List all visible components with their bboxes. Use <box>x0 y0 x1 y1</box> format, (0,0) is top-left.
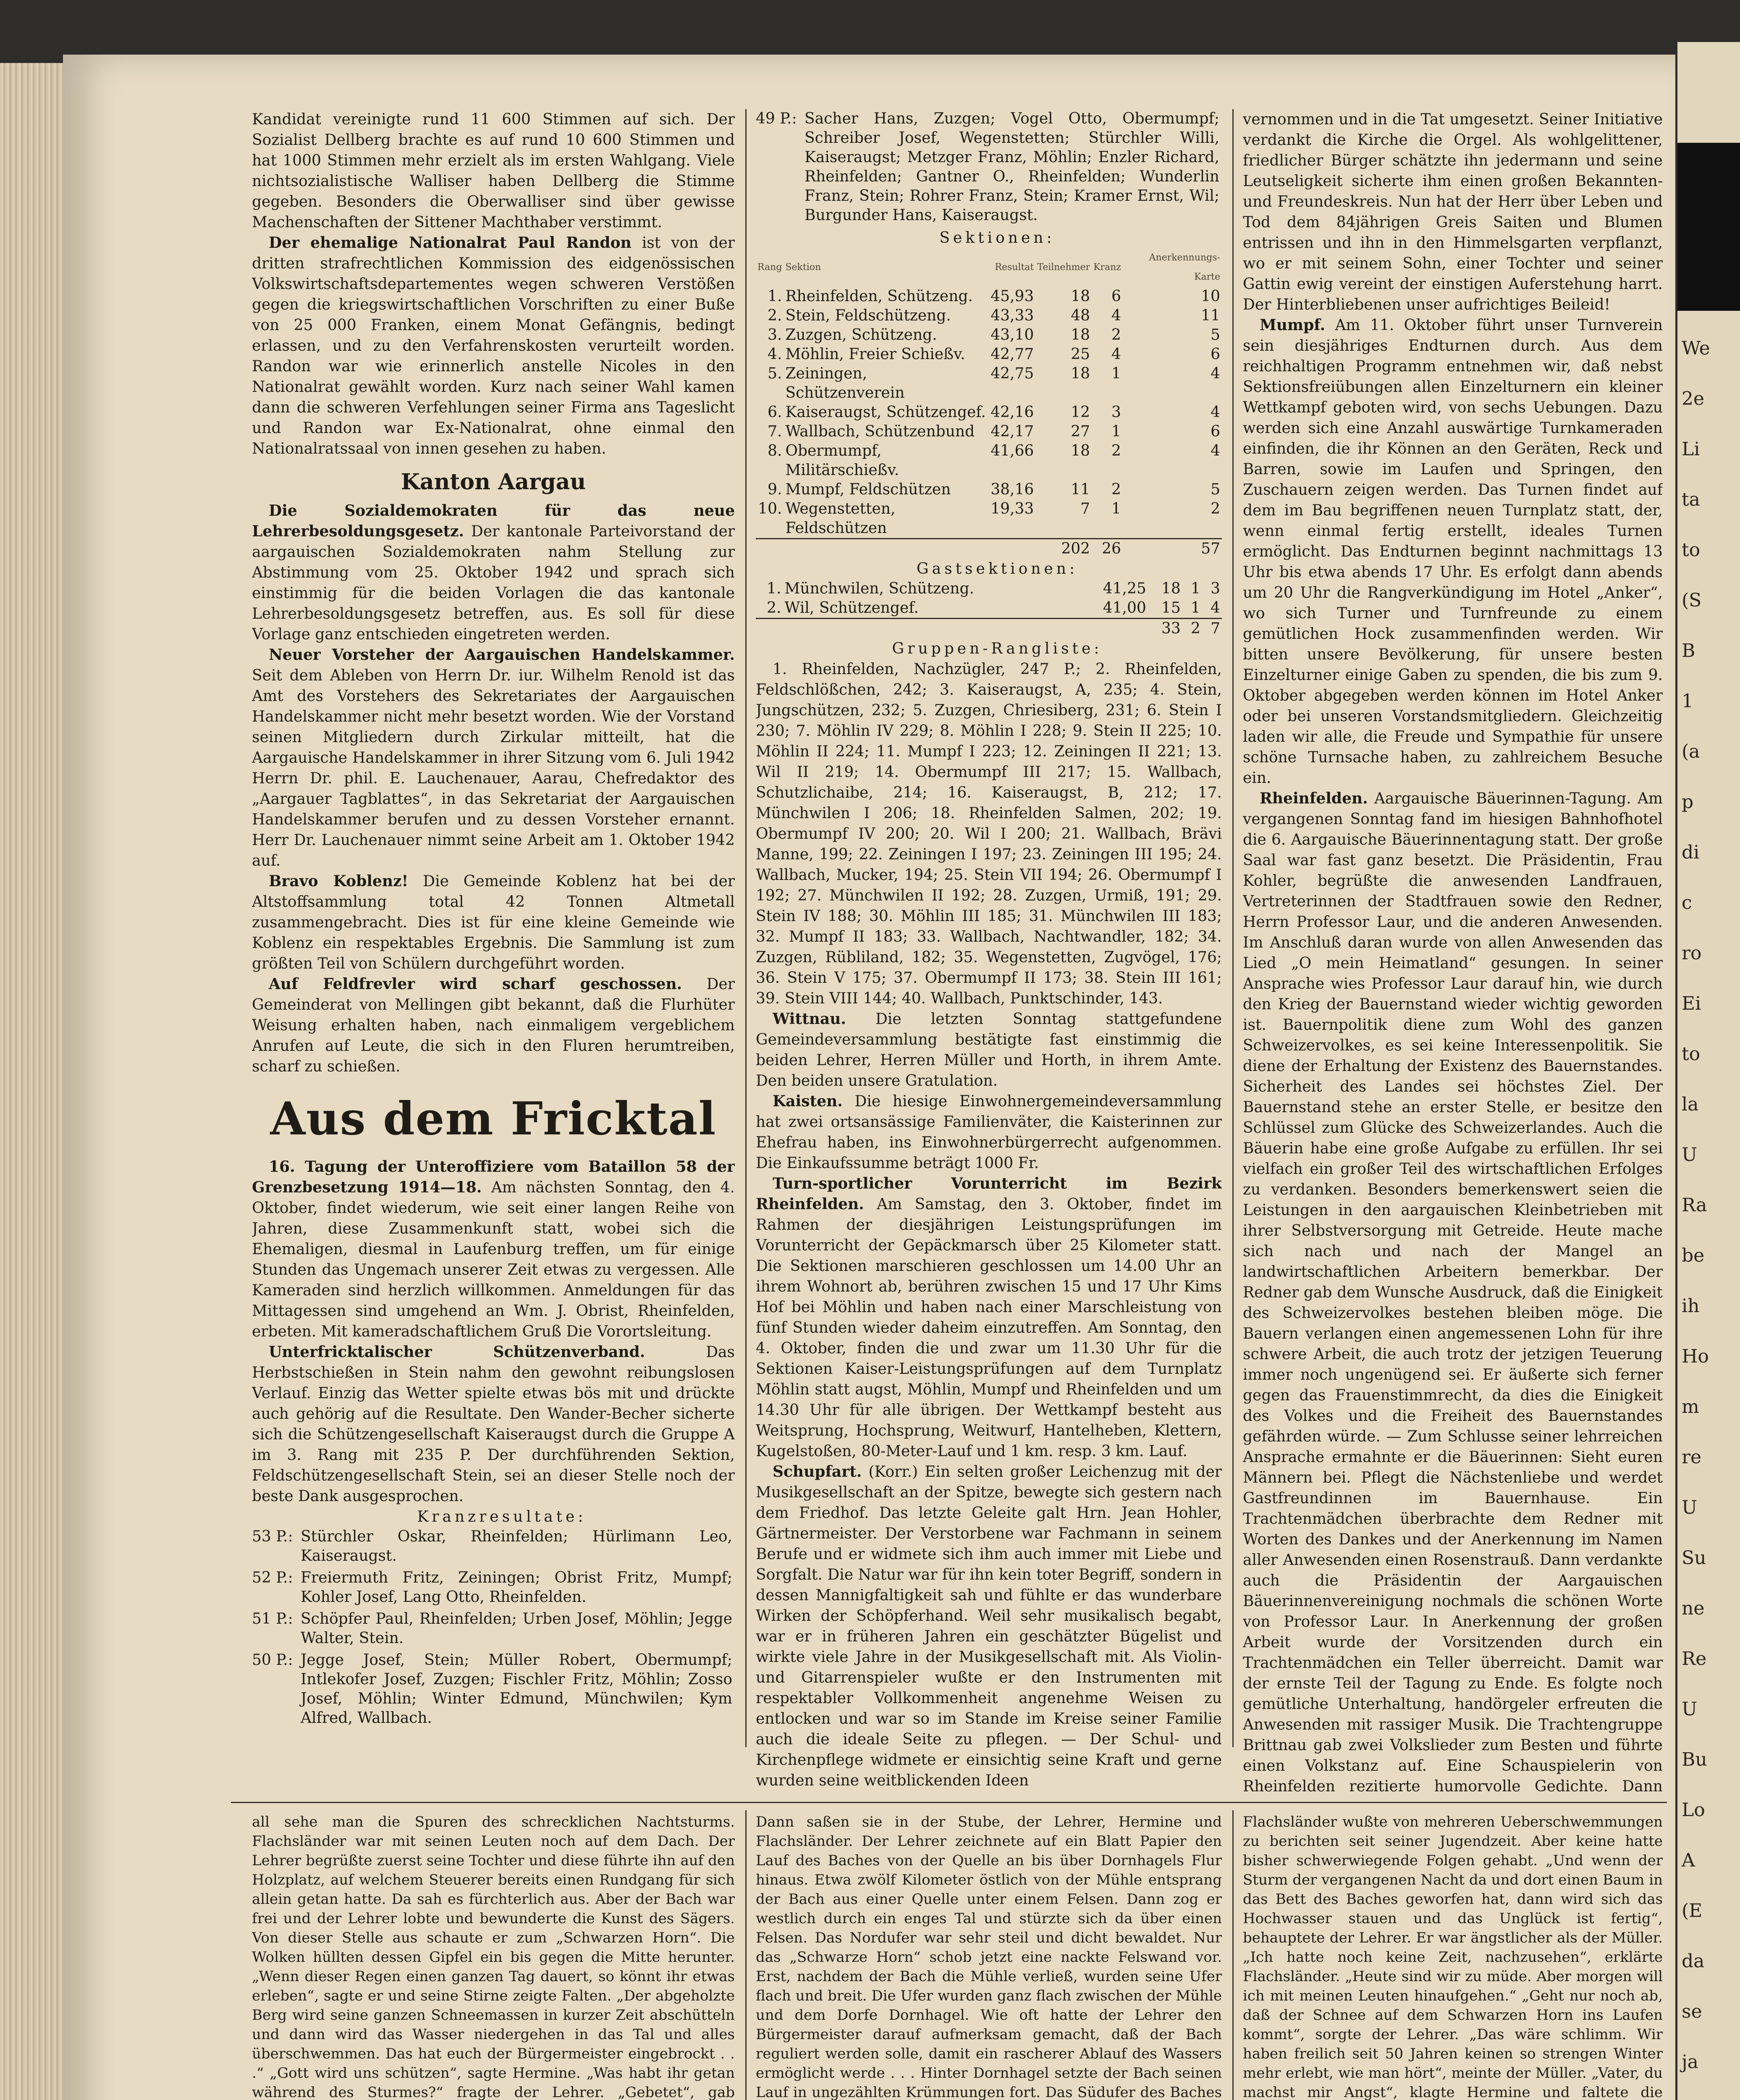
article-schuetzenverband <box>252 1342 735 1507</box>
sektion-participants: 18 <box>1071 442 1090 459</box>
kranz-row <box>252 1527 735 1568</box>
gruppen-heading: Gruppen-Rangliste: <box>892 640 1103 657</box>
headline-rheinfelden: Rheinfelden. <box>1260 790 1368 807</box>
sektion-section-name: Mumpf, Feldschützen <box>785 481 951 498</box>
headline-vorunterricht: Turn-sportlicher Vorunterricht im Bezirk Rheinfelden. <box>756 1175 1222 1213</box>
section-head-fricktal: Aus dem Fricktal <box>270 1092 717 1145</box>
adjacent-page-fragment: ne <box>1682 1598 1705 1619</box>
sektion-wreaths: 1 <box>1111 365 1121 382</box>
sektion-rank: 7. <box>768 423 782 440</box>
adjacent-page-fragment: (a <box>1682 741 1700 762</box>
headline-koblenz: Bravo Koblenz! <box>269 872 409 890</box>
gast-rank: 1. <box>767 580 781 597</box>
sektion-section-name: Kaiseraugst, Schützengef. <box>785 404 986 421</box>
sektion-row <box>756 480 1222 499</box>
text-koblenz: Die Gemeinde Koblenz hat bei der Altstoffsammlung total 42 Tonnen Altmetall zusammengebracht. Dies ist für eine kleine Gemeinde wie Koblenz ein respektables Ergebnis. Die Sammlung ist zum größten Teil von Schülern durchgeführt worden. <box>252 873 735 972</box>
gast-participants: 18 <box>1161 580 1181 597</box>
adjacent-page-fragment: We <box>1682 338 1710 359</box>
sektion-row <box>756 364 1222 403</box>
article-vorunterricht <box>756 1173 1222 1462</box>
kranz-names: Schöpfer Paul, Rheinfelden; Urben Josef, Möhlin; Jegge Walter, Stein. <box>301 1610 732 1647</box>
adjacent-page-fragment: la <box>1682 1094 1699 1115</box>
sektion-row <box>756 287 1222 306</box>
text-lehrerbesoldung: Der kantonale Parteivorstand der aargauischen Sozialdemokraten nahm Stellung zur Abstimmung vom 25. Oktober 1942 und sprach sich einstimmig für die beiden Vorlagen die das kantonale Lehrerbesoldungsgesetz betreffen, aus. Es soll für diese Vorlage ganz entschieden eingetreten werden. <box>252 523 735 643</box>
adjacent-page-fragment: be <box>1682 1245 1705 1266</box>
article-wallis-election: Kandidat vereinigte rund 11 600 Stimmen auf sich. Der Sozialist Dellberg brachte es auf rund 10 600 Stimmen und hat 1000 Stimmen mehr erzielt als im ersten Wahlgang. Viele nichtsozialistische Walliser haben Dellberg die Stimme gegeben. Besonders die Oberwalliser sind über gewisse Machenschaften der Sittener Machthaber verstimmt. <box>252 111 735 231</box>
article-schupfart <box>756 1462 1222 1791</box>
section-head-kanton-aargau: Kanton Aargau <box>401 469 586 495</box>
sektion-rank: 3. <box>768 326 782 344</box>
gast-row <box>756 579 1222 598</box>
text-schuetzenverband: Das Herbstschießen in Stein nahm den gewohnt reibungslosen Verlauf. Einzig das Wetter spielte etwas bös mit und drückte auch gehörig auf die Resultate. Den Wander-Becher sicherte sich die Schützengesellschaft Kaiseraugst durch die Gruppe A im 3. Rang mit 235 P. Der durchführenden Sektion, Feldschützengesellschaft Stein, sei an dieser Stelle noch der beste Dank ausgesprochen. <box>252 1344 735 1505</box>
article-mumpf <box>1243 315 1663 788</box>
column-2 <box>756 109 1222 1798</box>
adjacent-page-fragment: ja <box>1682 2051 1698 2073</box>
gast-sum-kranz: 2 <box>1182 619 1202 639</box>
adjacent-page-fragment: di <box>1682 842 1700 863</box>
sektion-result: 43,33 <box>991 307 1034 324</box>
kranz-points: 49 P.: <box>756 110 797 127</box>
sektion-wreaths: 3 <box>1111 404 1121 421</box>
sektion-result: 19,33 <box>991 500 1034 517</box>
serial-column-3 <box>1243 1812 1663 2100</box>
adjacent-page-fragment: Ra <box>1682 1194 1707 1216</box>
adjacent-page-fragment: Ho <box>1682 1346 1709 1367</box>
headline-randon: Der ehemalige Nationalrat Paul Randon <box>269 234 632 252</box>
gast-section-name: Münchwilen, Schützeng. <box>784 580 974 597</box>
sektion-wreaths: 2 <box>1111 326 1121 344</box>
adjacent-page-fragment: p <box>1682 791 1694 813</box>
sektion-participants: 11 <box>1071 481 1090 498</box>
sektion-section-name: Wallbach, Schützenbund <box>785 423 975 440</box>
sektion-result: 45,93 <box>991 288 1034 305</box>
sektion-participants: 18 <box>1071 365 1090 382</box>
kranz-names: Sacher Hans, Zuzgen; Vogel Otto, Obermumpf; Schreiber Josef, Wegenstetten; Stürchler Willi, Kaiseraugst; Metzger Franz, Möhlin; Enzler Richard, Rheinfelden; Gantner O., Rheinfelden; Wunderlin Franz, Stein; Rohrer Franz, Stein; Kramer Ernst, Wil; Burgunder Hans, Kaiseraugst. <box>804 110 1219 224</box>
sektion-row <box>756 306 1222 326</box>
sektion-participants: 18 <box>1071 326 1090 344</box>
header-ehrenmeld: Anerkennungs- Karte <box>1149 252 1220 282</box>
sektion-result: 42,75 <box>991 365 1034 382</box>
serial-separator-rule <box>231 1802 1667 1803</box>
newspaper-page <box>63 55 1675 2100</box>
headline-unteroffiziere: 16. Tagung der Unteroffiziere vom Bataillon 58 der Grenzbesetzung 1914—18. <box>252 1158 735 1196</box>
sektion-result: 42,77 <box>991 346 1034 363</box>
sektionen-heading: Sektionen: <box>939 229 1055 247</box>
sektion-wreaths: 1 <box>1111 423 1121 440</box>
adjacent-page-fragment: B <box>1682 640 1695 662</box>
sektion-participants: 27 <box>1071 423 1090 440</box>
sektionen-table <box>756 248 1222 559</box>
kranz-names: Stürchler Oskar, Rheinfelden; Hürlimann Leo, Kaiseraugst. <box>301 1528 732 1564</box>
gast-result: 41,25 <box>1103 580 1146 597</box>
adjacent-page-fragment: c <box>1682 892 1692 914</box>
adjacent-page-fragment: 2e <box>1682 388 1705 410</box>
article-koblenz <box>252 871 735 974</box>
sektion-wreaths: 2 <box>1111 442 1121 459</box>
kranz-points: 51 P.: <box>252 1610 293 1628</box>
gast-row <box>756 598 1222 619</box>
header-rang: Rang <box>757 262 782 273</box>
article-unteroffiziere <box>252 1157 735 1342</box>
gast-heading: Gastsektionen: <box>916 560 1078 578</box>
kranz-heading: Kranzresultate: <box>417 1508 587 1525</box>
sektion-row <box>756 403 1222 422</box>
sektion-wreaths: 6 <box>1111 288 1121 305</box>
adjacent-page-fragment: Lo <box>1682 1799 1705 1821</box>
adjacent-page-fragment: U <box>1682 1497 1698 1518</box>
sektion-cards: 10 <box>1201 288 1220 305</box>
gast-sum-karte: 7 <box>1202 619 1222 639</box>
sum-kranz: 26 <box>1092 539 1123 559</box>
sektion-participants: 18 <box>1071 288 1090 305</box>
gast-participants: 15 <box>1161 599 1181 617</box>
gast-cards: 4 <box>1211 599 1220 617</box>
sektion-rank: 2. <box>768 307 782 324</box>
text-unteroffiziere: Am nächsten Sonntag, den 4. Oktober, findet wiederum, wie seit einer langen Reihe von Jahren, diese Zusammenkunft statt, wobei sich die Ehemaligen, diesmal in Laufenburg treffen, um für einige Stunden das Ungemach unserer Zeit etwas zu vergessen. Alle Kameraden sind herzlich willkommen. Anmeldungen für das Mittagessen sind umgehend an Wm. J. Obrist, Rheinfelden, erbeten. Mit kameradschaftlichem Gruß Die Vorortsleitung. <box>252 1179 735 1340</box>
gast-sum-teilnehmer: 33 <box>1148 619 1182 639</box>
book-page-edges <box>0 63 63 2100</box>
serial-column-1 <box>252 1812 735 2100</box>
article-wittnau <box>756 1009 1222 1091</box>
text-handelskammer: Seit dem Ableben von Herrn Dr. iur. Wilhelm Renold ist das Amt des Vorstehers des Sekretariates der Aargauischen Handelskammer nicht mehr besetzt worden. Wie der Vorstand seinen Mitgliedern durch Zirkular mitteilt, hat die Aargauische Handelskammer in ihrer Sitzung vom 6. Juli 1942 Herrn Dr. phil. E. Lauchenauer, Aarau, Chefredaktor des „Aargauer Tagblattes“, in das Sekretariat der Aargauischen Handelskammer berufen und zu dessen Vorsteher ernannt. Herr Dr. Lauchenauer nimmt seine Arbeit am 1. Oktober 1942 auf. <box>252 667 735 869</box>
sektion-row <box>756 441 1222 480</box>
sektion-section-name: Rheinfelden, Schützeng. <box>785 288 973 305</box>
sektion-section-name: Möhlin, Freier Schießv. <box>785 346 965 363</box>
sektion-cards: 11 <box>1201 307 1220 324</box>
adjacent-page-fragment: U <box>1682 1144 1698 1166</box>
sektion-wreaths: 4 <box>1111 346 1121 363</box>
column-rule-1 <box>745 109 747 1747</box>
article-handelskammer <box>252 645 735 871</box>
text-schupfart: (Korr.) Ein selten großer Leichenzug mit der Musikgesellschaft an der Spitze, bewegte sich gestern nach dem Friedhof. Das letzte Geleite galt Hrn. Jean Hohler, Gärtnermeister. Der Verstorbene war Fachmann in seinem Berufe und er widmete sich ihm auch immer mit Liebe und Sorgfalt. Die Natur war für ihn kein toter Begriff, sondern in dessen Mannigfaltigkeit sah und fühlte er das wunderbare Wirken der Schöpferhand. Weil sehr musikalisch begabt, war er in früheren Jahren ein geschätzter Bügelist und wirkte viele Jahre in der Musikgesellschaft mit. Als Violin- und Gitarrenspieler wußte er den Instrumenten mit respektabler Vollkommenheit angenehme Weisen zu entlocken und war so im Stande im Kreise seiner Familie auch die ideale Seite zu pflegen. — Der Schul- und Kirchenpflege widmete er einsichtig seine Kraft und gerne wurden seine weitblickenden Ideen <box>756 1463 1222 1789</box>
headline-lehrerbesoldung: Die Sozialdemokraten für das neue Lehrerbesoldungsgesetz. <box>252 502 735 540</box>
adjacent-page-fragment: ih <box>1682 1295 1700 1317</box>
adjacent-page-fragment: da <box>1682 1950 1705 1972</box>
kranz-49 <box>756 109 1222 228</box>
adjacent-page <box>1677 42 1740 2100</box>
sum-teilnehmer: 202 <box>1035 539 1092 559</box>
article-kaisten <box>756 1091 1222 1173</box>
sektion-rank: 10. <box>758 500 782 517</box>
serial-rule-2 <box>1232 1810 1234 2100</box>
kranz-row <box>252 1568 735 1609</box>
adjacent-page-fragment: Li <box>1682 438 1700 460</box>
kranz-names: Jegge Josef, Stein; Müller Robert, Obermumpf; Intlekofer Josef, Zuzgen; Fischler Fritz, Möhlin; Zosso Josef, Möhlin; Winter Edmund, Münchwilen; Kym Alfred, Wallbach. <box>301 1651 732 1727</box>
adjacent-page-fragment: (E <box>1682 1900 1703 1922</box>
headline-feldfrevler: Auf Feldfrevler wird scharf geschossen. <box>269 975 682 993</box>
text-mumpf: Am 11. Oktober führt unser Turnverein sein diesjähriges Endturnen durch. Aus dem reichhaltigen Programm entnehmen wir, daß nebst Sektionsfreiübungen allen Einzelturnern ein kleiner Wettkampf geboten wird, von sechs Uebungen. Dazu werden sich eine Anzahl auswärtige Turnkameraden einfinden, die ihr Können an den Geräten, Reck und Barren, sowie im Laufen und Springen, den Zuschauern zeigen werden. Das Turnen findet auf dem im Bau begriffenen neuen Turnplatz statt, der, wenn einmal fertig erstellt, ideales Turnen ermöglicht. Das Endturnen beginnt nachmittags 13 Uhr bis etwa abends 17 Uhr. Es erfolgt dann abends um 20 Uhr die Rangverkündigung im Hotel „Anker“, wo sich Turner und Turnfreunde zu einem gemütlichen Hock zusammenfinden werden. Wir bitten unsere Bevölkerung, für unsere besten Einzelturner einige Gaben zu spenden, die bis zum 9. Oktober abgegeben werden können im Hotel Anker oder bei unseren Vorstandsmitgliedern. Gleichzeitig laden wir alle, die Freude und Sympathie für unsere schöne Turnsache haben, zu zahlreichem Besuche ein. <box>1243 317 1663 787</box>
sektion-row <box>756 422 1222 441</box>
sektion-cards: 4 <box>1211 442 1220 459</box>
sektion-row <box>756 326 1222 345</box>
article-schupfart-continued: vernommen und in die Tat umgesetzt. Seiner Initiative verdankt die Kirche die Orgel. Als wohlgelittener, friedlicher Bürger schätzte ihn jedermann und seine Leutseligkeit sicherte ihm einen großen Bekannten- und Freundeskreis. Nun hat der Herr über Leben und Tod dem 84jährigen Greis Saiten und Blumen entrissen und ihn in den Himmelsgarten verpflanzt, wo er mit seinem Sohn, einer Tochter und seiner Gattin ewig vereint der einstigen Auferstehung harrt. Der Hinterbliebenen unser aufrichtiges Beileid! <box>1243 111 1663 313</box>
serial-text-3: Flachsländer wußte von mehreren Ueberschwemmungen zu berichten seit seiner Jugendzeit. Aber keine hatte bisher schwerwiegende Folgen gehabt. „Und wenn der Sturm der vergangenen Nacht da und dort einen Baum in das Bett des Baches geworfen hat, dann wird sich das Hochwasser stauen und das Unglück ist fertig“, behauptete der Lehrer. Er war ängstlicher als der Müller. „Ich hatte noch keine Zeit, nachzusehen“, erklärte Flachsländer. „Heute sind wir zu müde. Aber morgen will ich mit meinen Leuten hinaufgehen.“ „Geht nur noch ab, daß der Schnee auf dem Schwarzen Horn ins Laufen kommt“, sorgte der Lehrer. „Das wäre schlimm. Wir haben freilich seit 50 Jahren keinen so strengen Winter mehr erlebt, wie man hört“, meinte der Müller. „Vater, du machst mir Angst“, klagte Hermine und faltete die <box>1243 1814 1663 2100</box>
column-1 <box>252 109 735 1798</box>
gast-rank: 2. <box>767 599 781 617</box>
gast-sum-row <box>756 619 1222 639</box>
kranz-row <box>252 1651 735 1730</box>
adjacent-page-fragment: re <box>1682 1446 1702 1468</box>
sektion-wreaths: 2 <box>1111 481 1121 498</box>
adjacent-page-fragment: A <box>1682 1850 1695 1871</box>
text-feldfrevler: Der Gemeinderat von Mellingen gibt bekannt, daß die Flurhüter Weisung erhalten haben, nach einmaligem vergeblichem Anrufen auf Leute, die sich in den Fluren herumtreiben, scharf zu schießen. <box>252 976 735 1075</box>
adjacent-page-fragment: ro <box>1682 942 1702 964</box>
headline-mumpf: Mumpf. <box>1260 316 1326 334</box>
text-vorunterricht: Am Samstag, den 3. Oktober, findet im Rahmen der diesjährigen Leistungsprüfungen im Vorunterricht der Gepäckmarsch über 25 Kilometer statt. Die Sektionen marschieren geschlossen um 14.00 Uhr an ihrem Wohnort ab, berühren zwischen 15 und 17 Uhr Kims Hof bei Möhlin und haben nach einer Marschleistung von fünf Stunden wieder daheim einzutreffen. Am Sonntag, den 4. Oktober, finden die und zwar um 11.30 Uhr für die Sektionen Kaiser-Leistungsprüfungen auf dem Turnplatz Möhlin statt augst, Möhlin, Mumpf und Rheinfelden und um 14.30 Uhr für alle übrigen. Der Wettkampf besteht aus Weitsprung, Hochsprung, Weitwurf, Hantelheben, Klettern, Kugelstoßen, 80-Meter-Lauf und 1 km. resp. 3 km. Lauf. <box>756 1196 1222 1460</box>
sektion-cards: 2 <box>1211 500 1220 517</box>
kranz-points: 53 P.: <box>252 1528 293 1545</box>
sektion-result: 42,17 <box>991 423 1034 440</box>
adjacent-page-fragment: se <box>1682 2001 1702 2022</box>
adjacent-page-fragment: m <box>1682 1396 1699 1418</box>
sektion-row <box>756 499 1222 539</box>
sektion-participants: 48 <box>1071 307 1090 324</box>
sektion-result: 38,16 <box>991 481 1034 498</box>
gast-wreaths: 1 <box>1190 599 1200 617</box>
sektion-section-name: Obermumpf, Militärschießv. <box>785 442 899 479</box>
sektion-result: 43,10 <box>991 326 1034 344</box>
text-kaisten: Die hiesige Einwohnergemeindeversammlung hat zwei ortsansässige Familienväter, die Kaisterinnen zur Ehefrau haben, ins Einwohnerbürgerrecht aufgenommen. Die Einkaufssumme beträgt 1000 Fr. <box>756 1093 1222 1172</box>
sektion-participants: 7 <box>1080 500 1090 517</box>
sektion-cards: 6 <box>1211 346 1220 363</box>
headline-schuetzenverband: Unterfricktalischer Schützenverband. <box>269 1343 645 1361</box>
article-rheinfelden <box>1243 788 1663 1798</box>
column-rule-2 <box>1232 109 1234 1747</box>
sektion-rank: 8. <box>768 442 782 459</box>
sektion-wreaths: 1 <box>1111 500 1121 517</box>
sektion-rank: 6. <box>768 404 782 421</box>
headline-kaisten: Kaisten. <box>773 1092 843 1110</box>
serial-text-1: all sehe man die Spuren des schrecklichen Nachtsturms. Flachsländer war mit seinen Leuten noch auf dem Dach. Der Lehrer begrüßte zuerst seine Tochter und diese führte ihn auf den Holzplatz, auf welchem Steuerer bereits einen Rundgang für sich allein getan hatte. Da sah es fürchterlich aus. Aber der Bach war frei und der Lehrer lobte und bewunderte die Kunst des Sägers. Von dieser Stelle aus schaute er zum „Schwarzen Horn“. Die Wolken hüllten dessen Gipfel ein bis gegen die Mitte herunter. „Wenn dieser Regen einen ganzen Tag dauert, so könnt ihr etwas erleben“, sagte er und seine Stirne zeigte Falten. „Der abgeholzte Berg wird seine ganzen Schneemassen in kurzer Zeit abschütteln und dann wird das Wasser niedergehen in das Tal und alles überschwemmen. Das hat euch der Bürgermeister eingebrockt . . .“ „Gott wird uns schützen“, sagte Hermine. „Was habt ihr getan während des Sturmes?“ fragte der Lehrer. „Gebetet“, gab <box>252 1814 735 2100</box>
headline-wittnau: Wittnau. <box>773 1010 846 1028</box>
sum-karte: 57 <box>1123 539 1222 559</box>
kranz-names: Freiermuth Fritz, Zeiningen; Obrist Fritz, Mumpf; Kohler Josef, Lang Otto, Rheinfelden. <box>301 1569 732 1606</box>
sektion-rank: 1. <box>768 288 782 305</box>
text-wittnau: Die letzten Sonntag stattgefundene Gemeindeversammlung bestätigte fast einstimmig die beiden Lehrer, Herren Müller und Horth, in ihrem Amte. Den beiden unsere Gratulation. <box>756 1011 1222 1089</box>
text-rheinfelden: Aargauische Bäuerinnen-Tagung. Am vergangenen Sonntag fand im hiesigen Bahnhofhotel die 6. Aargauische Bäuerinnentagung statt. Der große Saal war fast ganz besetzt. Die Präsidentin, Frau Kohler, begrüßte die anwesenden Landfrauen, Vertreterinnen der Stadtfrauen sowie den Redner, Herrn Professor Laur, und die anderen Anwesenden. Im Anschluß daran wurde von allen Anwesenden das Lied „O mein Heimatland“ gesungen. In seiner Ansprache wies Professor Laur darauf hin, wie durch den Krieg der Bauernstand wieder wichtig geworden ist. Bauernpolitik diene zum Wohl des ganzen Schweizervolkes, es sei keine Interessenpolitik. Sie diene der Erhaltung der Existenz des Bauernstandes. Sicherheit des Landes sei höchstes Ziel. Der Bauernstand stehe an erster Stelle, er besitze den Schlüssel zum Glücke des Schweizerlandes. Auch die Bäuerin habe eine große Aufgabe zu erfüllen. Ihr sei vielfach ein großer Teil des wirtschaftlichen Erfolges zu verdanken. Besonders bemerkenswert seien die Leistungen in den aargauischen Kleinbetrieben mit ihrer Selbstversorgung mit Getreide. Heute mache sich nach und nach der Mangel an landwirtschaftlichen Arbeitern bemerkbar. Der Redner gab dem Wunsche Ausdruck, daß die Einigkeit des Schweizervolkes bestehen bleiben möge. Die Bauern verlangen einen angemessenen Lohn für ihre schwere Arbeit, die auch trotz der jetzigen Teuerung immer noch ungenügend sei. Er äußerte sich ferner gegen das Frauenstimmrecht, da dies die Einigkeit des Volkes und die Freiheit des Bauernstandes gefährden würde. — Zum Schlusse seiner lehrreichen Ansprache ermahnte er die Bäuerinnen: Sieht euren Männern bei. Pflegt die Nächstenliebe und werdet Gastfreundinnen im Bauernhause. Ein Trachtenmädchen überbrachte dem Redner mit Worten des Dankes und der Anerkennung im Namen aller Anwesenden einen Rosenstrauß. Dann verdankte auch die Präsidentin der Aargauischen Bäuerinnenvereinigung nochmals die schönen Worte von Professor Laur. In Anerkennung der großen Arbeit wurde der Vorsitzenden durch ein Trachtenmädchen ein Teller überreicht. Damit war der ernste Teil der Tagung zu Ende. Es folgte noch gemütliche Unterhaltung, handörgeler erfreuten die Anwesenden mit rassiger Musik. Die Trachtengruppe Brittnau gab zwei Volkslieder zum Besten und führte einen Volkstanz auf. Eine Schauspielerin von Rheinfelden rezitierte humorvolle Gedichte. Dann <box>1243 790 1663 1795</box>
adjacent-page-fragment: Bu <box>1682 1749 1707 1770</box>
sektion-section-name: Zeiningen, Schützenverein <box>785 365 905 402</box>
gruppen-rangliste: 1. Rheinfelden, Nachzügler, 247 P.; 2. Rheinfelden, Feldschlößchen, 242; 3. Kaiseraugst, A, 235; 4. Stein, Jungschützen, 232; 5. Zuzgen, Chriesiberg, 231; 6. Stein I 230; 7. Möhlin IV 229; 8. Möhlin I 228; 9. Stein II 225; 10. Möhlin II 224; 11. Mumpf I 223; 12. Zeiningen II 221; 13. Wil II 219; 14. Obermumpf III 217; 15. Wallbach, Schutzlichaibe, 214; 16. Kaiseraugst, B, 212; 17. Münchwilen I 206; 18. Rheinfelden Salmen, 202; 19. Obermumpf IV 200; 20. Wil I 200; 21. Wallbach, Brävi Manne, 199; 22. Zeiningen I 197; 23. Zeiningen III 195; 24. Wallbach, Mucker, 194; 25. Stein VII 194; 26. Obermumpf I 192; 27. Münchwilen II 192; 28. Zuzgen, Urmiß, 191; 29. Stein IV 188; 30. Möhlin III 185; 31. Münchwilen III 183; 32. Mumpf II 183; 33. Wallbach, Nachtwandler, 182; 34. Zuzgen, Rübliland, 182; 35. Wegenstetten, Zugvögel, 176; 36. Stein V 175; 37. Obermumpf II 173; 38. Stein III 161; 39. Stein VIII 144; 40. Wallbach, Punktschinder, 143. <box>756 661 1222 1007</box>
article-randon <box>252 233 735 459</box>
adjacent-page-fragment: to <box>1682 1043 1701 1065</box>
kranz-points: 50 P.: <box>252 1651 293 1669</box>
sektion-cards: 6 <box>1211 423 1220 440</box>
sektionen-sum-row <box>756 539 1222 559</box>
sektion-participants: 12 <box>1071 404 1090 421</box>
kranz-points: 52 P.: <box>252 1569 293 1586</box>
sektion-wreaths: 4 <box>1111 307 1121 324</box>
gast-cards: 3 <box>1211 580 1220 597</box>
serial-text-2: Dann saßen sie in der Stube, der Lehrer, Hermine und Flachsländer. Der Lehrer zeichnete auf ein Blatt Papier den Lauf des Baches von der Quelle an bis über Dornhagels Flur hinaus. Etwa zwölf Kilometer östlich von der Mühle entsprang der Bach aus einer Quelle unter einem Felsen. Dann zog er westlich durch ein enges Tal und stürzte sich da über einen Felsen. Das Nordufer war sehr steil und dicht bewaldet. Nur das „Schwarze Horn“ schob jetzt eine nackte Felswand vor. Erst, nachdem der Bach die Mühle verließ, wurden seine Ufer flach und breit. Die Ufer wurden ganz flach zwischen der Mühle und dem Dorfe Dornhagel. Wie oft hatte der Lehrer den Bürgermeister darauf aufmerksam gemacht, daß der Bach reguliert werden solle, damit ein rascherer Ablauf des Wassers ermöglicht werde . . . Hinter Dornhagel setzte der Bach seinen Lauf in ungezählten Krümmungen fort. Das Südufer des Baches <box>756 1814 1222 2100</box>
sektion-section-name: Zuzgen, Schützeng. <box>785 326 937 344</box>
header-kranz: Kranz <box>1093 262 1121 273</box>
adjacent-page-fragment: Ei <box>1682 993 1701 1014</box>
sektion-rank: 4. <box>768 346 782 363</box>
adjacent-page-fragment: U <box>1682 1698 1698 1720</box>
serial-rule-1 <box>745 1810 747 2100</box>
adjacent-page-fragment: 1 <box>1682 690 1693 712</box>
sektion-section-name: Stein, Feldschützeng. <box>785 307 951 324</box>
sektion-result: 41,66 <box>991 442 1034 459</box>
column-3 <box>1243 109 1663 1798</box>
article-lehrerbesoldung <box>252 501 735 645</box>
sektion-cards: 4 <box>1211 404 1220 421</box>
header-resultat: Resultat <box>995 262 1034 273</box>
sektion-section-name: Wegenstetten, Feldschützen <box>785 500 896 537</box>
adjacent-page-fragment: ta <box>1682 489 1700 510</box>
adjacent-page-fragment: Re <box>1682 1648 1707 1670</box>
adjacent-page-fragment: (S <box>1682 590 1702 611</box>
sektion-result: 42,16 <box>991 404 1034 421</box>
adjacent-page-fragment: Su <box>1682 1547 1706 1569</box>
kranz-row <box>252 1609 735 1651</box>
sektion-rank: 5. <box>768 365 782 382</box>
headline-handelskammer: Neuer Vorsteher der Aargauischen Handelskammer. <box>269 646 735 664</box>
adjacent-page-fragment: to <box>1682 539 1701 561</box>
article-feldfrevler <box>252 974 735 1077</box>
gast-result: 41,00 <box>1103 599 1146 617</box>
adjacent-page-masthead-block <box>1677 143 1740 311</box>
sektion-cards: 4 <box>1211 365 1220 382</box>
sektion-cards: 5 <box>1211 481 1220 498</box>
sektion-rank: 9. <box>768 481 782 498</box>
text-randon: ist von der dritten strafrechtlichen Kommission des eidgenössischen Volkswirtschaftsdepartementes wegen schweren Verstößen gegen die kriegswirtschaftlichen Vorschriften zu einer Buße von 25 000 Franken, einem Monat Gefängnis, bedingt erlassen, und zu den Verfahrenskosten verurteilt worden. Randon war wie erinnerlich anstelle Nicoles in den Nationalrat gewählt worden. Kurz nach seiner Wahl kamen dann die schweren Verfehlungen seiner Firma ans Tageslicht und Randon war Ex-Nationalrat, ohne einmal den Nationalratssaal von innen gesehen zu haben. <box>252 234 735 457</box>
gast-section-name: Wil, Schützengef. <box>784 599 919 617</box>
serial-column-2 <box>756 1812 1222 2100</box>
sektion-cards: 5 <box>1211 326 1220 344</box>
gast-wreaths: 1 <box>1190 580 1200 597</box>
sektion-participants: 25 <box>1071 346 1090 363</box>
gast-table <box>756 579 1222 638</box>
header-teilnehmer: Teilnehmer <box>1037 262 1090 273</box>
sektion-row <box>756 345 1222 364</box>
headline-schupfart: Schupfart. <box>773 1463 862 1480</box>
header-sektion: Sektion <box>785 262 821 273</box>
kranz-results <box>252 1527 735 1730</box>
